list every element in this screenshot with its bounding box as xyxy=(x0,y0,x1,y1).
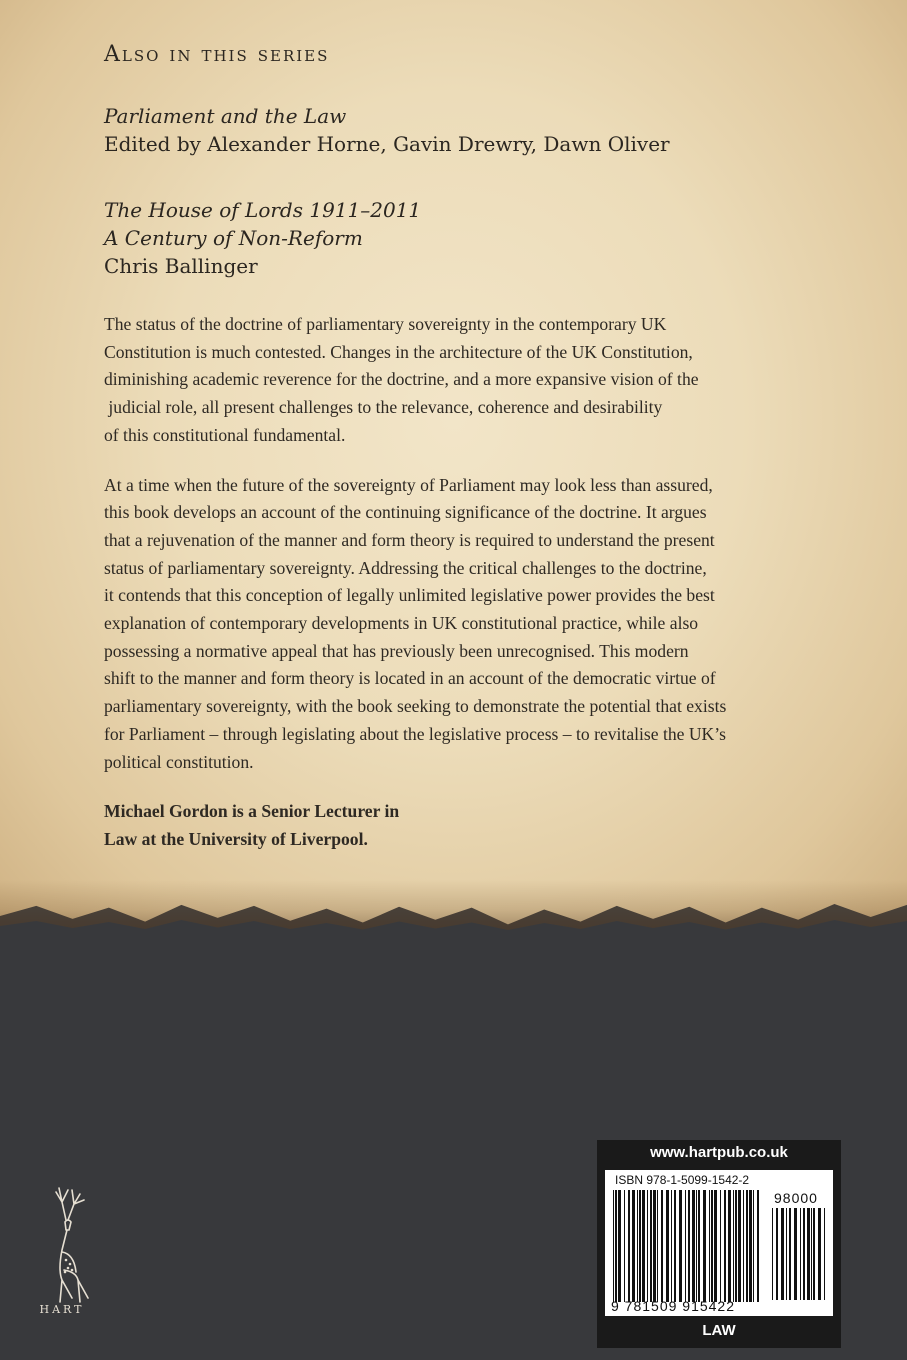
book-byline: Chris Ballinger xyxy=(104,254,258,278)
isbn-text: ISBN 978-1-5099-1542-2 xyxy=(615,1173,750,1187)
blurb-paragraph-2 xyxy=(104,472,824,777)
blurb-line: parliamentary sovereignty, with the book seeking to demonstrate the potential that exists xyxy=(104,696,727,717)
blurb-line: diminishing academic reverence for the doctrine, and a more expansive vision of the xyxy=(104,369,699,390)
barcode-digits: 9 781509 915422 xyxy=(611,1298,735,1314)
addon-barcode-bars xyxy=(770,1208,828,1300)
book-byline: Edited by Alexander Horne, Gavin Drewry, Dawn Oliver xyxy=(104,132,670,156)
blurb-line: status of parliamentary sovereignty. Addressing the critical challenges to the doctrine, xyxy=(104,557,707,578)
blurb-line: possessing a normative appeal that has previously been unrecognised. This modern xyxy=(104,640,689,661)
blurb-line: shift to the manner and form theory is located in an account of the democratic virtue of xyxy=(104,668,716,689)
stag-icon xyxy=(32,1180,92,1320)
blurb xyxy=(104,311,824,876)
author-bio xyxy=(104,798,824,853)
blurb-line: explanation of contemporary developments in UK constitutional practice, while also xyxy=(104,613,699,634)
book-title: The House of Lords 1911–2011 xyxy=(104,198,422,222)
torn-edge xyxy=(0,880,907,930)
blurb-line: of this constitutional fundamental. xyxy=(104,424,346,445)
barcode-area xyxy=(605,1170,833,1316)
blurb-line: for Parliament – through legislating about the legislative process – to revitalise the UK’s xyxy=(104,723,726,744)
book-title: Parliament and the Law xyxy=(104,104,347,128)
series-book-1 xyxy=(104,102,670,158)
series-book-2 xyxy=(104,196,421,280)
blurb-line: that a rejuvenation of the manner and form theory is required to understand the present xyxy=(104,529,715,550)
book-subtitle: A Century of Non-Reform xyxy=(104,226,363,250)
blurb-line: The status of the doctrine of parliamentary sovereignty in the contemporary UK xyxy=(104,314,667,334)
blurb-line: this book develops an account of the continuing significance of the doctrine. It argues xyxy=(104,502,707,523)
publisher-url: www.hartpub.co.uk xyxy=(650,1144,788,1161)
blurb-line: political constitution. xyxy=(104,751,254,772)
blurb-paragraph-1 xyxy=(104,311,824,450)
barcode-panel xyxy=(597,1140,841,1348)
author-line: Law at the University of Liverpool. xyxy=(104,828,368,849)
author-line: Michael Gordon is a Senior Lecturer in xyxy=(104,801,400,822)
blurb-line: Constitution is much contested. Changes in the architecture of the UK Constitution, xyxy=(104,341,693,362)
blurb-line: it contends that this conception of legally unlimited legislative power provides the best xyxy=(104,585,715,606)
series-heading: Also in this series xyxy=(104,42,330,67)
category-label: LAW xyxy=(702,1322,736,1339)
barcode-bars xyxy=(611,1190,761,1302)
blurb-line: At a time when the future of the sovereignty of Parliament may look less than assured, xyxy=(104,474,713,495)
price-code: 98000 xyxy=(774,1190,818,1206)
blurb-line: judicial role, all present challenges to the relevance, coherence and desirability xyxy=(104,397,663,418)
publisher-logo-text: HART xyxy=(39,1303,85,1316)
